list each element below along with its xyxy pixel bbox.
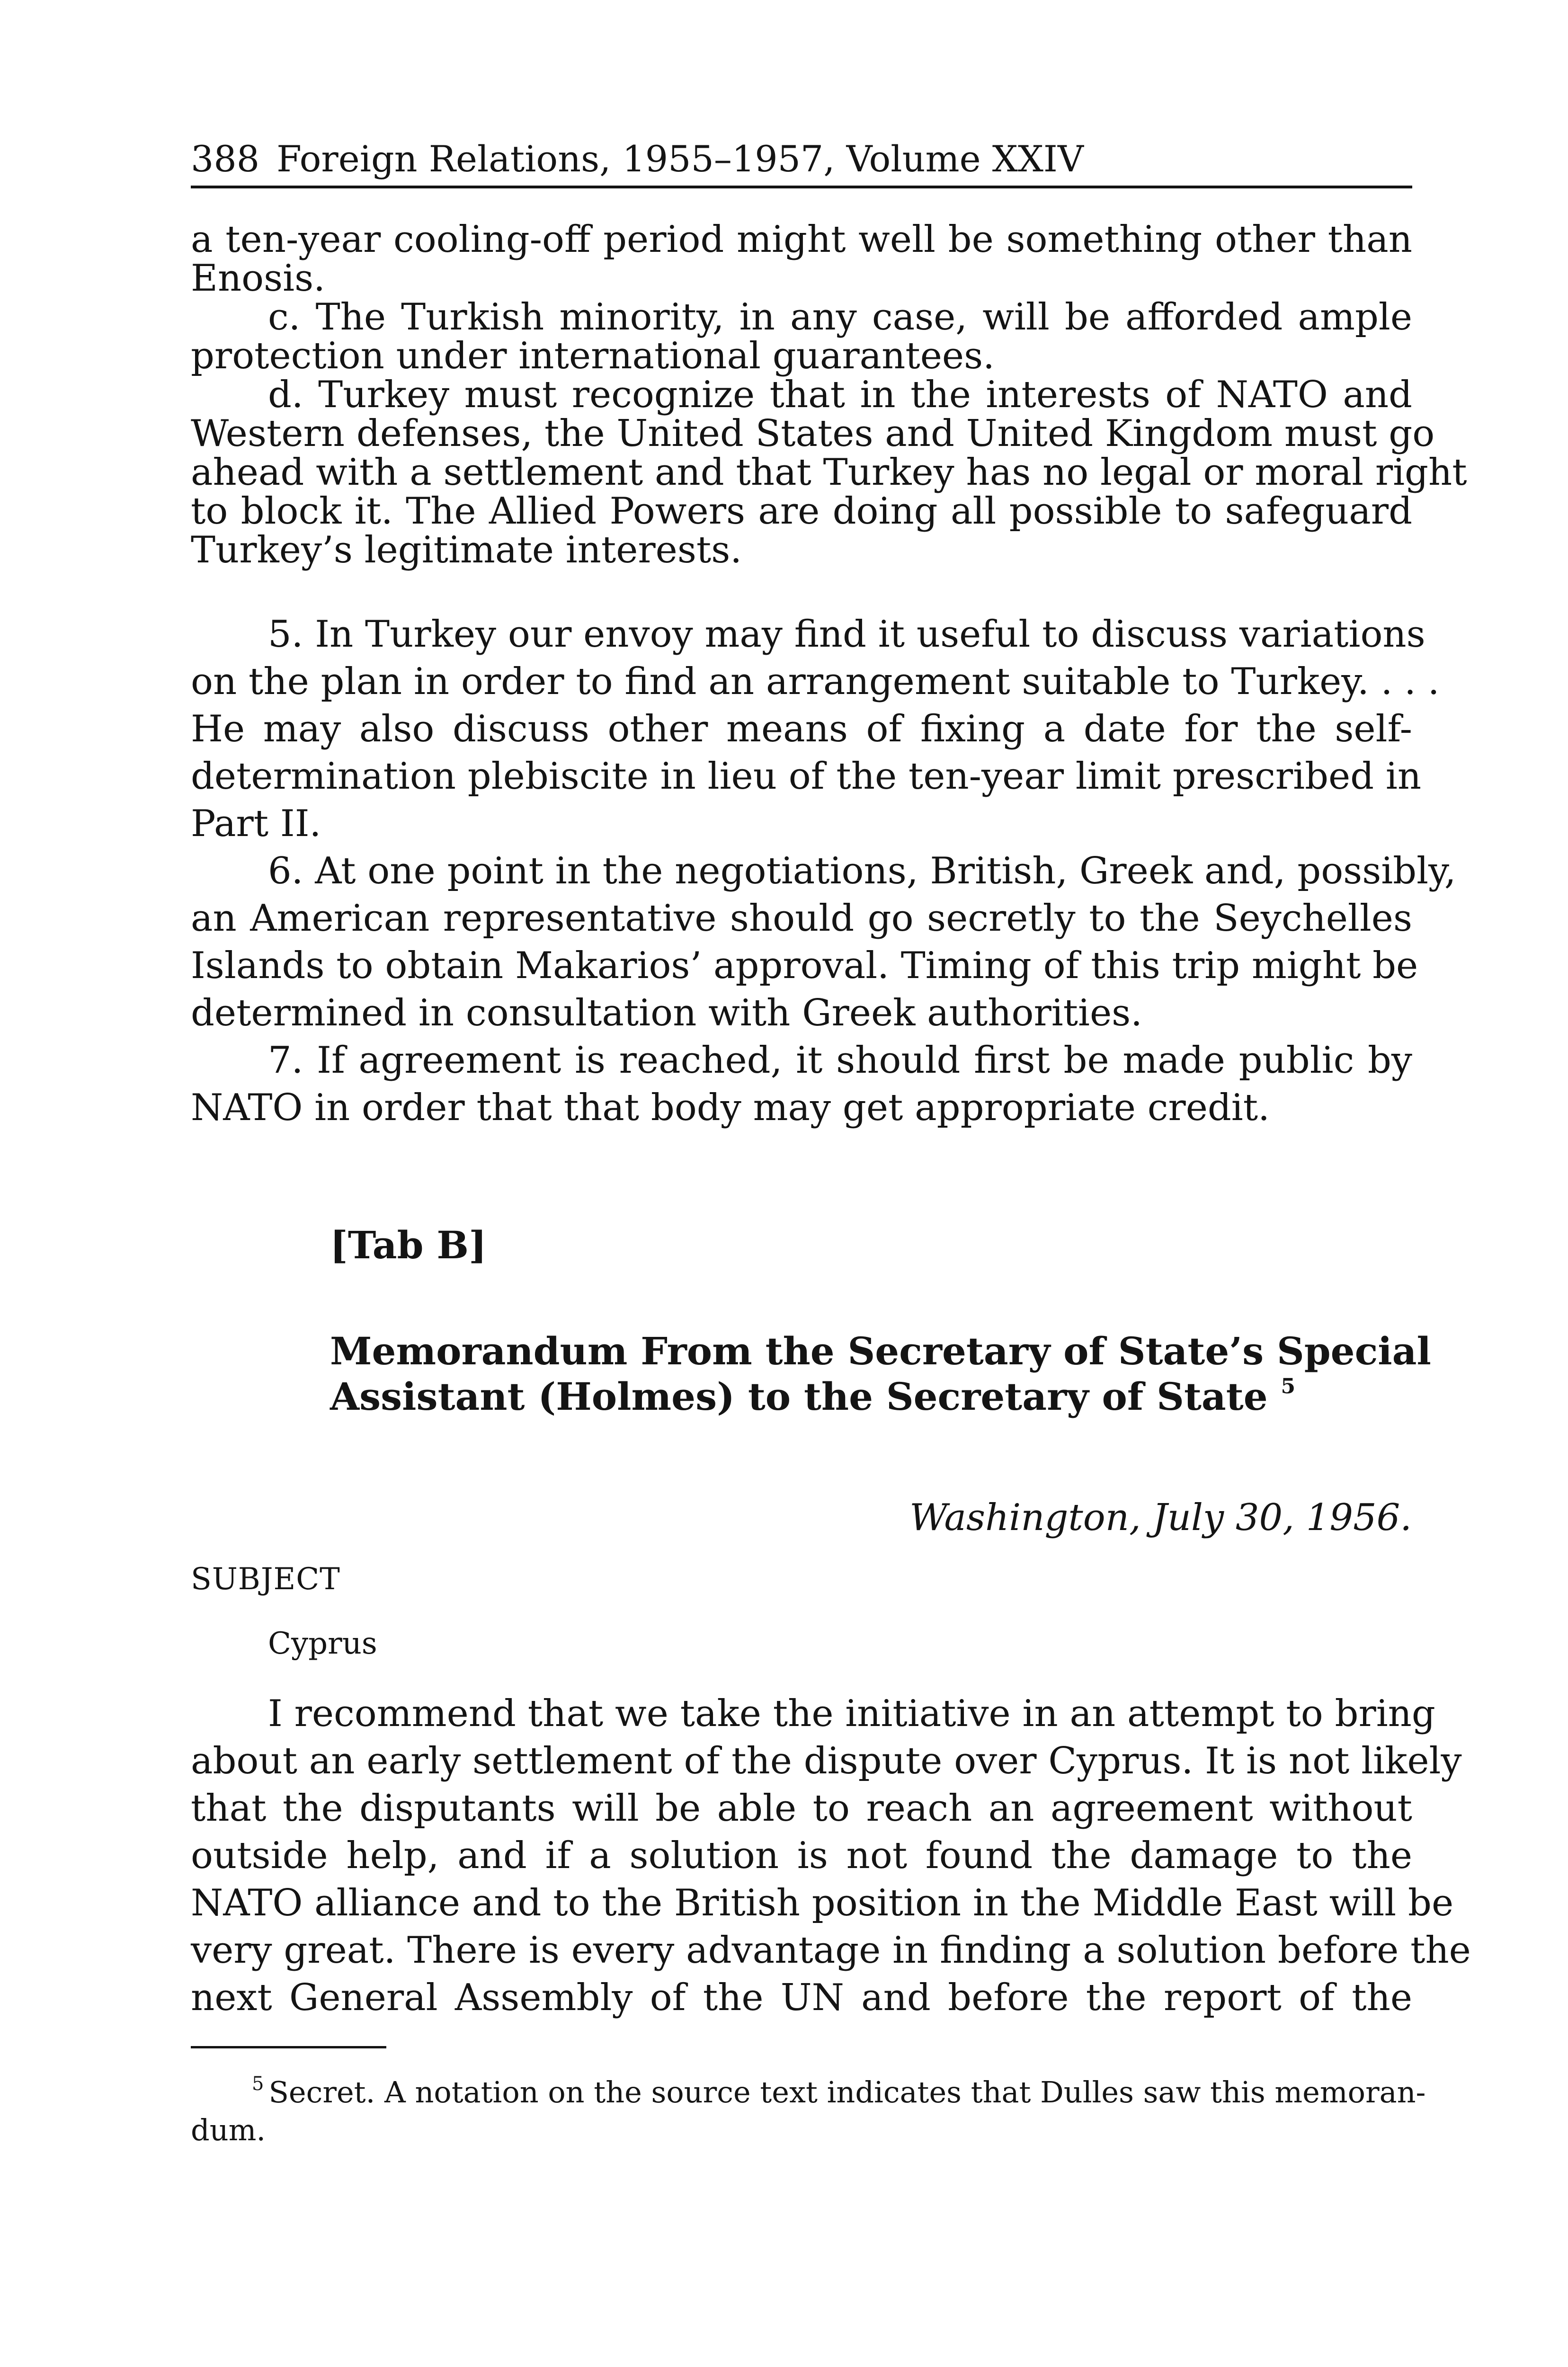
text-line: Western defenses, the United States and United Kingdom must go — [191, 412, 1435, 455]
footnote-line: dum. — [191, 2113, 266, 2147]
text-line: Enosis. — [191, 257, 325, 300]
text-line: He may also discuss other means of fixing a date for the self- — [191, 708, 1412, 750]
text-line: determined in consultation with Greek authorities. — [191, 992, 1142, 1034]
text-line: next General Assembly of the UN and before the report of the — [191, 1976, 1412, 2019]
text-line: Islands to obtain Makarios’ approval. Timing of this trip might be — [191, 944, 1418, 987]
text-line: 5. In Turkey our envoy may find it useful to discuss variations — [268, 613, 1425, 656]
text-line: that the disputants will be able to reach an agreement without — [191, 1787, 1412, 1830]
text-line: about an early settlement of the dispute over Cyprus. It is not likely — [191, 1740, 1462, 1782]
publication-title: Foreign Relations, 1955–1957, Volume XXIV — [276, 138, 1084, 180]
text-line: an American representative should go secretly to the Seychelles — [191, 897, 1412, 940]
text-line: NATO in order that that body may get appropriate credit. — [191, 1086, 1270, 1129]
text-line: 7. If agreement is reached, it should first be made public by — [268, 1039, 1412, 1082]
tab-label: [Tab B] — [330, 1223, 487, 1267]
memo-title-line-1: Memorandum From the Secretary of State’s Special — [330, 1329, 1431, 1373]
memo-title-text: Assistant (Holmes) to the Secretary of State — [330, 1374, 1268, 1419]
text-line: I recommend that we take the initiative in an attempt to bring — [268, 1692, 1435, 1735]
footnote-text: Secret. A notation on the source text indicates that Dulles saw this memoran- — [268, 2075, 1426, 2109]
footnote-rule — [191, 2046, 386, 2048]
text-line: to block it. The Allied Powers are doing all possible to safeguard — [191, 490, 1412, 533]
text-line: on the plan in order to find an arrangement suitable to Turkey. . . . — [191, 660, 1440, 703]
text-line: 6. At one point in the negotiations, British, Greek and, possibly, — [268, 850, 1456, 892]
subject-value: Cyprus — [268, 1626, 377, 1661]
text-line: ahead with a settlement and that Turkey has no legal or moral right — [191, 451, 1467, 494]
subject-label: SUBJECT — [191, 1562, 340, 1597]
page-number: 388 — [191, 138, 260, 180]
running-header — [191, 136, 1412, 188]
footnote-reference: 5 — [1281, 1374, 1296, 1398]
footnote-number: 5 — [252, 2073, 264, 2095]
text-line: outside help, and if a solution is not found the damage to the — [191, 1834, 1412, 1877]
text-line: very great. There is every advantage in finding a solution before the — [191, 1929, 1471, 1972]
text-line: d. Turkey must recognize that in the interests of NATO and — [268, 374, 1412, 416]
text-line: NATO alliance and to the British position in the Middle East will be — [191, 1882, 1454, 1924]
text-line: Turkey’s legitimate interests. — [191, 529, 742, 571]
text-line: c. The Turkish minority, in any case, will be afforded ample — [268, 296, 1412, 338]
text-line: Part II. — [191, 802, 321, 845]
text-line: determination plebiscite in lieu of the ten-year limit prescribed in — [191, 755, 1422, 798]
memo-title-line-2 — [330, 1373, 1412, 1420]
dateline: Washington, July 30, 1956. — [909, 1496, 1412, 1539]
footnote-line — [252, 2073, 1426, 2111]
text-line: a ten-year cooling-off period might well be something other than — [191, 218, 1412, 261]
text-line: protection under international guarantees. — [191, 335, 995, 377]
